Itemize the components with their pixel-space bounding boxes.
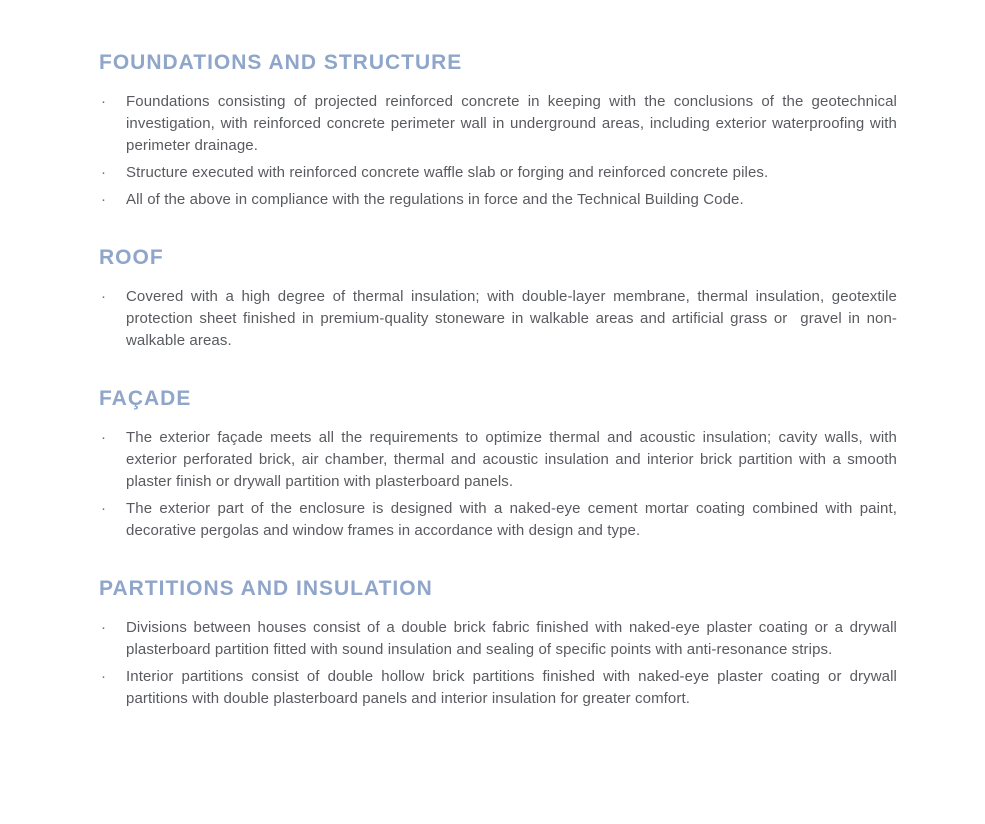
bullet-item [99,427,902,493]
bullet-item [99,162,897,184]
document-body [99,50,902,710]
bullet-text: The exterior part of the enclosure is designed with a naked-eye cement mortar coating combined with paint, decorative pergolas and window frames in accordance with design and type. [126,500,902,539]
bullet-text: Divisions between houses consist of a double brick fabric finished with naked-eye plaster coating or a drywall plasterboard partition fitted with sound insulation and sealing of specific points with anti-resonance strips. [126,619,902,658]
bullet-item [99,91,902,157]
section-title: PARTITIONS AND INSULATION [99,577,433,600]
bullet-marker-icon: · [101,619,106,636]
section-title: FAÇADE [99,387,192,410]
bullet-text: Covered with a high degree of thermal insulation; with double-layer membrane, thermal insulation, geotextile protection sheet finished in premium-quality stoneware in walkable areas and artificial grass or gravel in non-walkable areas. [126,288,902,349]
bullet-text: All of the above in compliance with the regulations in force and the Technical Building Code. [126,191,744,208]
section [99,576,902,710]
bullet-text: Structure executed with reinforced concrete waffle slab or forging and reinforced concrete piles. [126,164,769,181]
bullet-item [99,189,897,211]
section [99,386,902,542]
bullet-item [99,286,902,352]
bullet-marker-icon: · [101,500,106,517]
bullet-marker-icon: · [101,164,106,181]
bullet-text: Interior partitions consist of double hollow brick partitions finished with naked-eye plaster coating or drywall partitions with double plasterboard panels and interior insulation for greater comfort. [126,668,902,707]
bullet-marker-icon: · [101,288,106,305]
section-title: ROOF [99,246,164,269]
bullet-marker-icon: · [101,429,106,446]
section [99,245,902,352]
bullet-marker-icon: · [101,93,106,110]
section-title: FOUNDATIONS AND STRUCTURE [99,51,463,74]
bullet-marker-icon: · [101,191,106,208]
section [99,50,902,211]
bullet-marker-icon: · [101,668,106,685]
bullet-text: The exterior façade meets all the requirements to optimize thermal and acoustic insulation; cavity walls, with exterior perforated brick, air chamber, thermal and acoustic insulation and interior brick partition with a smooth plaster finish or drywall partition with plasterboard panels. [126,429,902,490]
bullet-text: Foundations consisting of projected reinforced concrete in keeping with the conclusions of the geotechnical investigation, with reinforced concrete perimeter wall in underground areas, including exterior waterproofing with perimeter drainage. [126,93,902,154]
bullet-item [99,666,902,710]
bullet-item [99,617,902,661]
bullet-item [99,498,902,542]
